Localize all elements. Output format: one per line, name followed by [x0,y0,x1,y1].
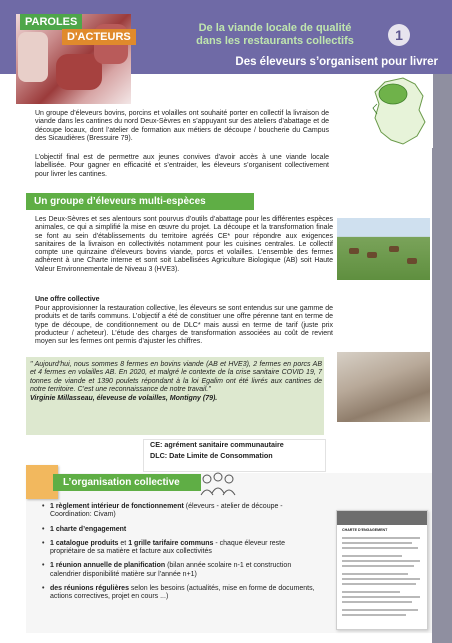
document-header-band [337,511,427,525]
charter-document-thumbnail [336,510,428,630]
page-subtitle: Des éleveurs s’organisent pour livrer [235,56,438,68]
cows-field-photo [337,218,430,280]
abbreviations-box [143,439,326,472]
quote-text: " Aujourd’hui, nous sommes 8 fermes en bovins viande (AB et HVE3), 2 fermes en porcs AB et 4 fermes en volailles AB. En 2020, et malgré le contexte de la crise sanitaire COVID 19, 7 tonnes de viande et 1390 poulets répondant à la loi Egalim ont été livrés aux cantines de notre territoire. C’est une reconnaissance de notre travail." [30,361,322,394]
intro-paragraph-2: L’objectif final est de permettre aux jeunes convives d’avoir accès à une viande locale labellisée. Pour gagner en efficacité et s’entraider, les éleveurs s’organisent collectivement pour livrer les cantines. [35,154,329,178]
intro-paragraph-1: Un groupe d’éleveurs bovins, porcins et volailles ont souhaité porter en collectif la livraison de viande dans les cantines du nord Deux-Sèvres en s’appuyant sur des ateliers d’abattage et de découpe locaux, dont l’atelier de formation aux métiers de découpe / boucherie du Campus des Sicaudières (Bressuire 79). [35,110,329,142]
text-line [342,591,400,593]
section-title-multi-especes: Un groupe d’éleveurs multi-espèces [26,193,254,210]
sheet-number-badge: 1 [388,24,410,46]
list-item: • 1 réunion annuelle de planification (bilan année scolaire n-1 et construction calendrier disponibilité matière sur l’année n+1) [42,562,322,579]
text-line [342,565,414,567]
text-line [342,601,412,603]
text-line [342,555,402,557]
series-tag-paroles: PAROLES [20,14,82,30]
cow-shape [407,258,417,264]
text-line [342,614,406,616]
text-line [342,596,420,598]
text-line [342,542,412,544]
quote-signature: Virginie Millasseau, éleveuse de volailles, Montigny (79). [30,394,218,402]
section1-paragraph-1: Les Deux-Sèvres et ses alentours sont pourvus d’outils d’abattage pour les différentes espèces animales, ce qui a simplifié la mise en œuvre du projet. La découpe et la transformation finale se font au sein d’établissements du territoire agréés CE* pour répondre aux exigences sanitaires de la livraison en collectivités notamment pour les cuisines centrales. Le collectif compte une quinzaine d’éleveurs bovins viande, porcs et volailles. L’ensemble des fermes adhèrent à une Charte interne et sont soit Labellisées Agriculture Biologique (AB) soit Haute Valeur Environnementale de Niveau 3 (HVE3). [35,216,333,273]
cow-shape [367,252,377,258]
cow-shape [389,246,399,252]
map-icon [363,74,433,148]
header-title-line1: De la viande locale de qualité [198,22,352,34]
testimony-quote [30,361,322,403]
section-title-organisation: L’organisation collective [53,474,201,491]
text-line [342,573,408,575]
list-item: • 1 charte d’engagement [42,526,322,534]
text-line [342,547,418,549]
group-people-icon [197,471,239,499]
text-line [342,583,416,585]
section1-paragraph-2: Pour approvisionner la restauration collective, les éleveurs se sont entendus sur une gamme de produits et de tarifs communs. L’objectif a été de constituer une offre pérenne tant en terme de type de découpe, de conditionnement ou de DLC* mais aussi en terme de tarif (juste prix producteur / acheteur). L’étude des charges de transformation associées au coût de revient moyen sur les fermes ont permis d’ajuster les chiffres. [35,305,333,346]
region-map [363,74,433,148]
list-item: • 1 catalogue produits et 1 grille tarifaire communs - chaque éleveur reste propriétaire de sa matière et facture aux collectivités [42,540,322,557]
section1-subtitle: Une offre collective [35,296,100,303]
document-title: CHARTE D’ENGAGEMENT [342,528,388,532]
header-title [170,22,380,48]
list-item: • des réunions régulières selon les besoins (actualités, mise en forme de documents, actions correctives, projet en cours ...) [42,585,322,602]
text-line [342,537,420,539]
list-item: • 1 règlement intérieur de fonctionnement (éleveurs - atelier de découpe - Coordination: Civam) [42,503,322,520]
abbr-ce: CE: agrément sanitaire communautaire [150,440,284,449]
abbr-dlc: DLC: Date Limite de Consommation [150,450,273,460]
text-line [342,560,420,562]
header-title-line2: dans les restaurants collectifs [196,35,354,47]
organisation-list [42,503,322,608]
cow-shape [349,248,359,254]
meeting-photo [337,352,430,422]
series-tag-acteurs: D'ACTEURS [62,29,136,45]
right-side-band [432,74,452,643]
hand-shape [18,32,48,82]
text-line [342,609,418,611]
text-line [342,578,420,580]
